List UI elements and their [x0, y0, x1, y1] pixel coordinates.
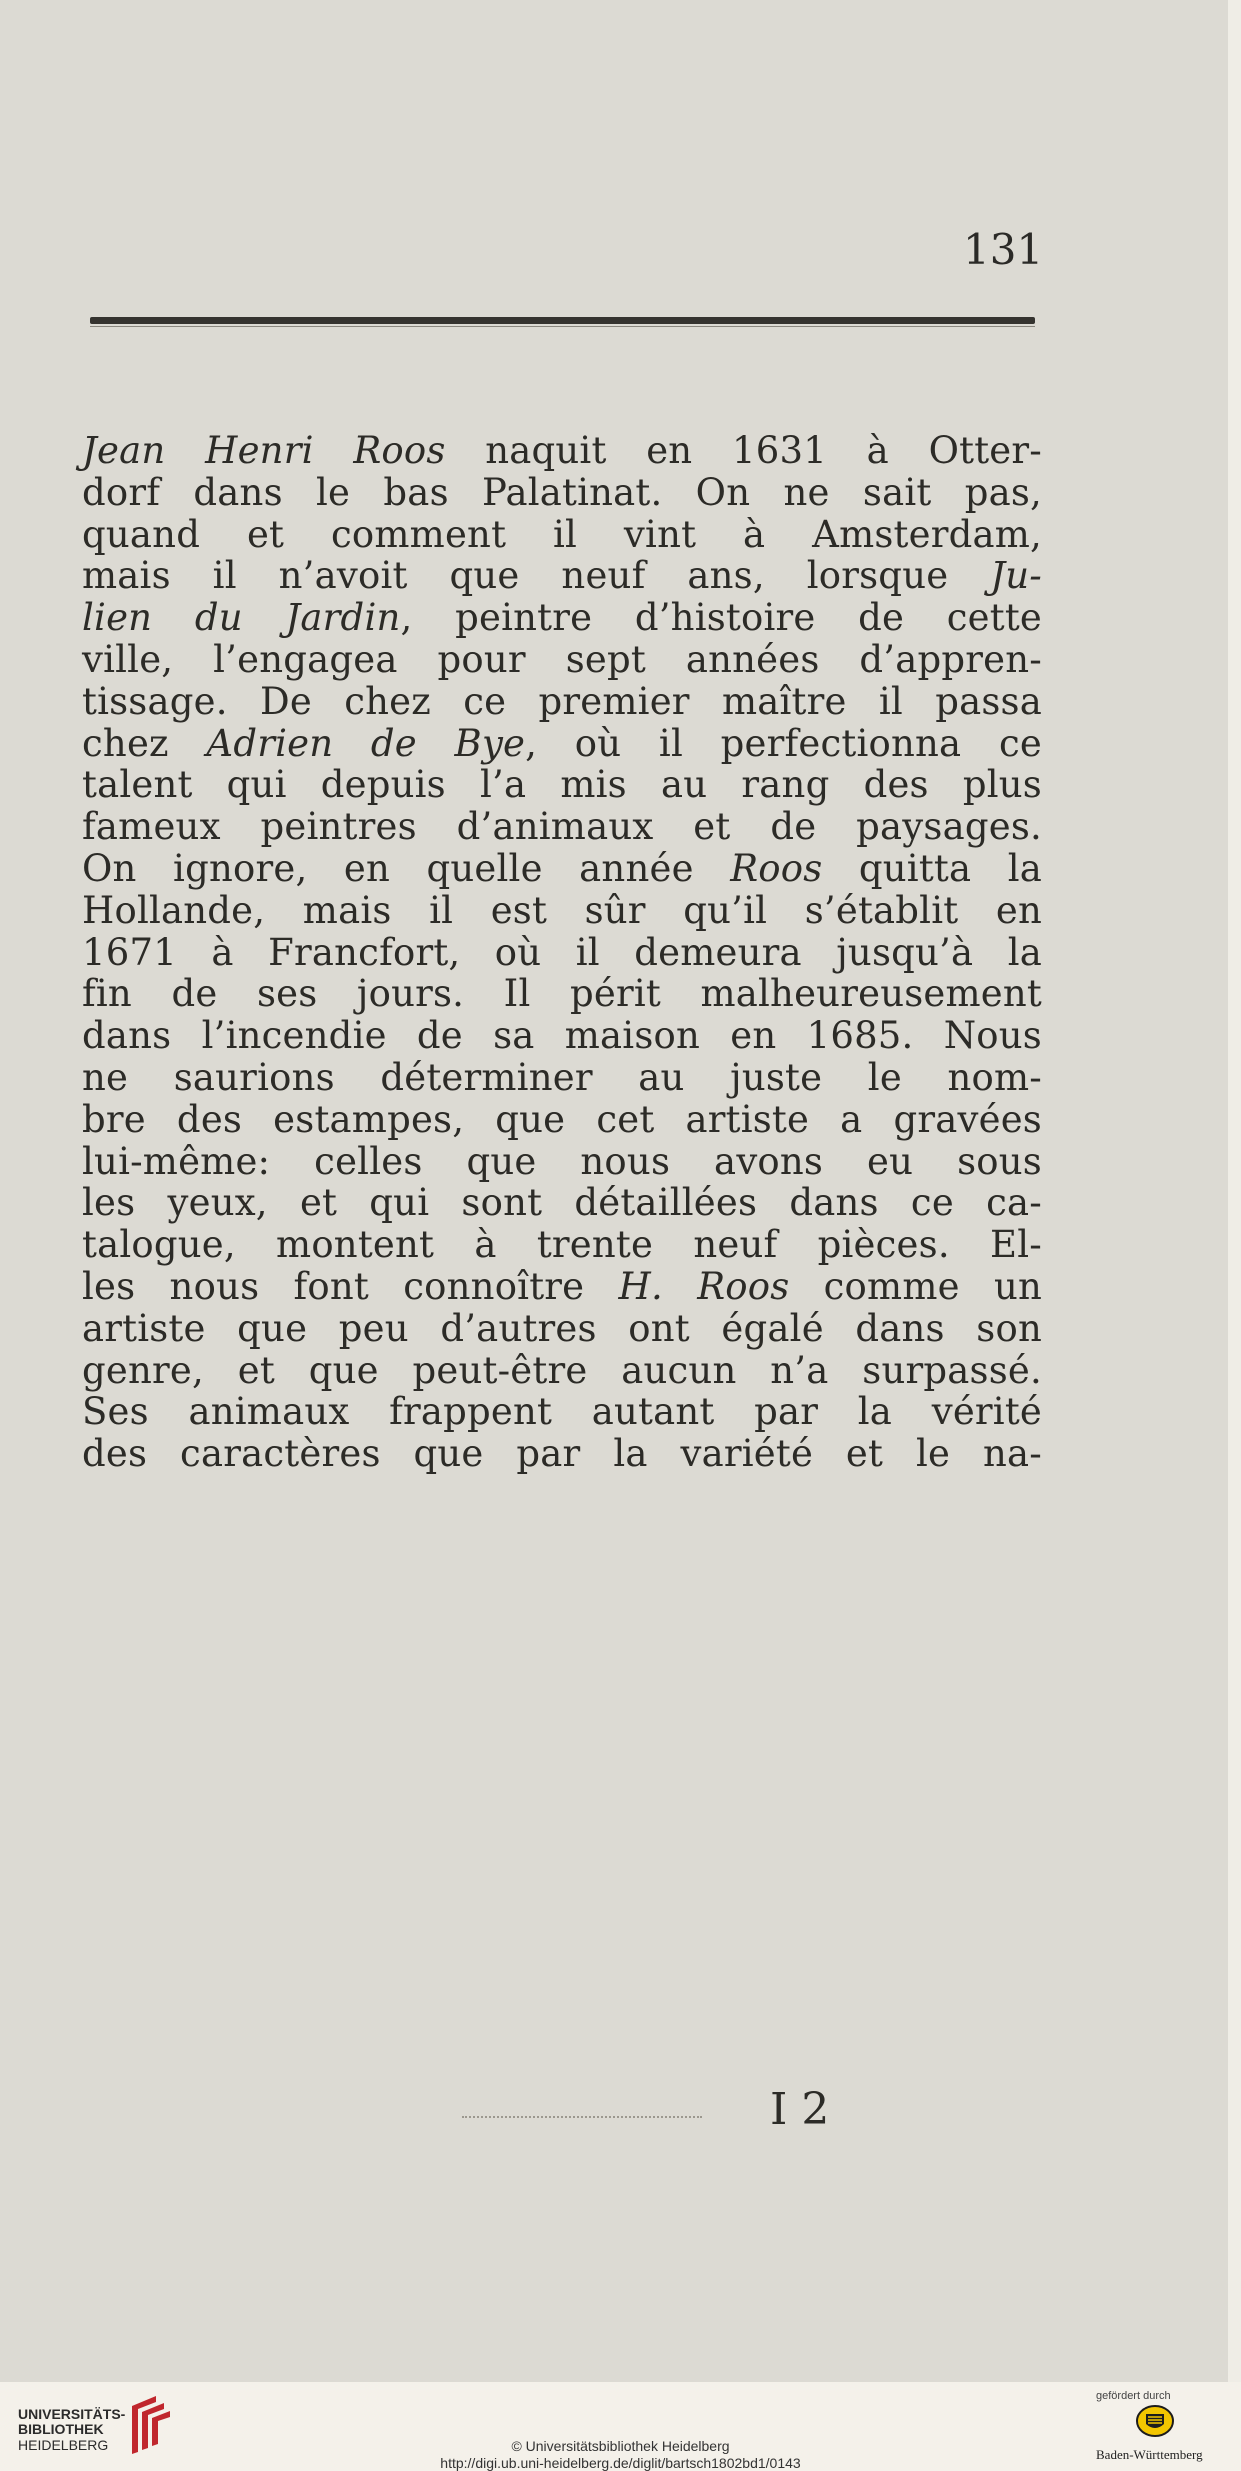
- text-line: [82, 1433, 1042, 1475]
- text-line: [82, 1224, 1042, 1266]
- text-line: [82, 639, 1042, 681]
- text-line: [82, 1266, 1042, 1308]
- text-line: [82, 764, 1042, 806]
- text-line: [82, 1015, 1042, 1057]
- header-rule-fine: [90, 326, 1035, 327]
- text-run: lui-même: celles que nous avons eu sous: [82, 1139, 1042, 1183]
- text-line: [82, 932, 1042, 974]
- text-line: [82, 1141, 1042, 1183]
- text-run: ville, l’engagea pour sept années d’appren-: [82, 638, 1042, 681]
- text-run: quitta la: [822, 847, 1042, 890]
- text-run: dans l’incendie de sa maison en 1685. Nous: [82, 1014, 1042, 1058]
- text-run: artiste que peu d’autres ont égalé dans son: [82, 1306, 1042, 1350]
- text-run: bre des estampes, que cet artiste a gravées: [82, 1097, 1042, 1141]
- text-run: comme un: [789, 1265, 1043, 1308]
- text-line: [82, 973, 1042, 1015]
- text-line: [82, 723, 1042, 765]
- copyright-notice: © Universitätsbibliothek Heidelberg: [511, 2438, 730, 2454]
- text-run: 1671 à Francfort, où il demeura jusqu’à la: [82, 930, 1042, 974]
- text-run: , peintre d’histoire de cette: [400, 596, 1042, 640]
- text-line: [82, 1099, 1042, 1141]
- page-number: 131: [963, 225, 1044, 274]
- text-run: genre, et que peut-être aucun n’a surpassé.: [82, 1348, 1042, 1392]
- italic-name: lien du Jardin: [82, 596, 401, 640]
- text-run: les yeux, et qui sont détaillées dans ce ca-: [82, 1181, 1042, 1225]
- text-line: [82, 472, 1042, 514]
- text-run: mais il n’avoit que neuf ans, lorsque: [82, 554, 991, 598]
- text-line: [82, 1350, 1042, 1392]
- state-emblem-icon: [1135, 2404, 1175, 2438]
- text-run: dorf dans le bas Palatinat. On ne sait pas,: [82, 470, 1042, 514]
- text-run: tissage. De chez ce premier maître il passa: [82, 679, 1042, 723]
- text-run: naquit en 1631 à Otter-: [445, 429, 1042, 472]
- text-line: [82, 597, 1042, 639]
- text-run: ne saurions déterminer au juste le nom-: [82, 1056, 1042, 1099]
- signature-mark: I 2: [770, 2084, 830, 2135]
- permalink-url[interactable]: http://digi.ub.uni-heidelberg.de/diglit/bartsch1802bd1/0143: [440, 2455, 801, 2471]
- italic-name: Adrien de Bye: [206, 721, 526, 765]
- text-run: talogue, montent à trente neuf pièces. El-: [82, 1223, 1042, 1267]
- text-run: fameux peintres d’animaux et de paysages.: [82, 805, 1042, 849]
- header-rule: [90, 317, 1035, 324]
- text-run: On ignore, en quelle année: [82, 847, 731, 890]
- text-run: fin de ses jours. Il périt malheureusement: [82, 972, 1042, 1016]
- text-line: [82, 430, 1042, 472]
- funder-label: gefördert durch: [1096, 2390, 1171, 2402]
- library-name: UNIVERSITÄTS- BIBLIOTHEK: [18, 2406, 126, 2437]
- funder-name: Baden-Württemberg: [1096, 2447, 1203, 2462]
- library-city: HEIDELBERG: [18, 2437, 109, 2453]
- text-run: chez: [82, 721, 207, 765]
- italic-name: Jean Henri Roos: [82, 429, 446, 472]
- text-line: [82, 1308, 1042, 1350]
- italic-name: Roos: [730, 847, 823, 890]
- text-run: Hollande, mais il est sûr qu’il s’établit en: [82, 888, 1042, 932]
- text-run: quand et comment il vint à Amsterdam,: [82, 512, 1042, 556]
- text-line: [82, 1391, 1042, 1433]
- text-line: [82, 1057, 1042, 1099]
- signature-dash: [462, 2116, 702, 2118]
- text-line: [82, 514, 1042, 556]
- text-run: talent qui depuis l’a mis au rang des plus: [82, 763, 1042, 807]
- text-line: [82, 555, 1042, 597]
- text-run: , où il perfectionna ce: [525, 721, 1042, 765]
- text-line: [82, 806, 1042, 848]
- text-run: Ses animaux frappent autant par la vérité: [82, 1390, 1042, 1434]
- text-line: [82, 848, 1042, 890]
- text-line: [82, 1182, 1042, 1224]
- text-run: les nous font connoître: [82, 1265, 619, 1308]
- page-edge: [1228, 0, 1241, 2382]
- text-line: [82, 681, 1042, 723]
- text-run: des caractères que par la variété et le na-: [82, 1432, 1042, 1476]
- text-line: [82, 890, 1042, 932]
- italic-name: Ju-: [990, 554, 1042, 598]
- italic-name: H. Roos: [618, 1265, 790, 1308]
